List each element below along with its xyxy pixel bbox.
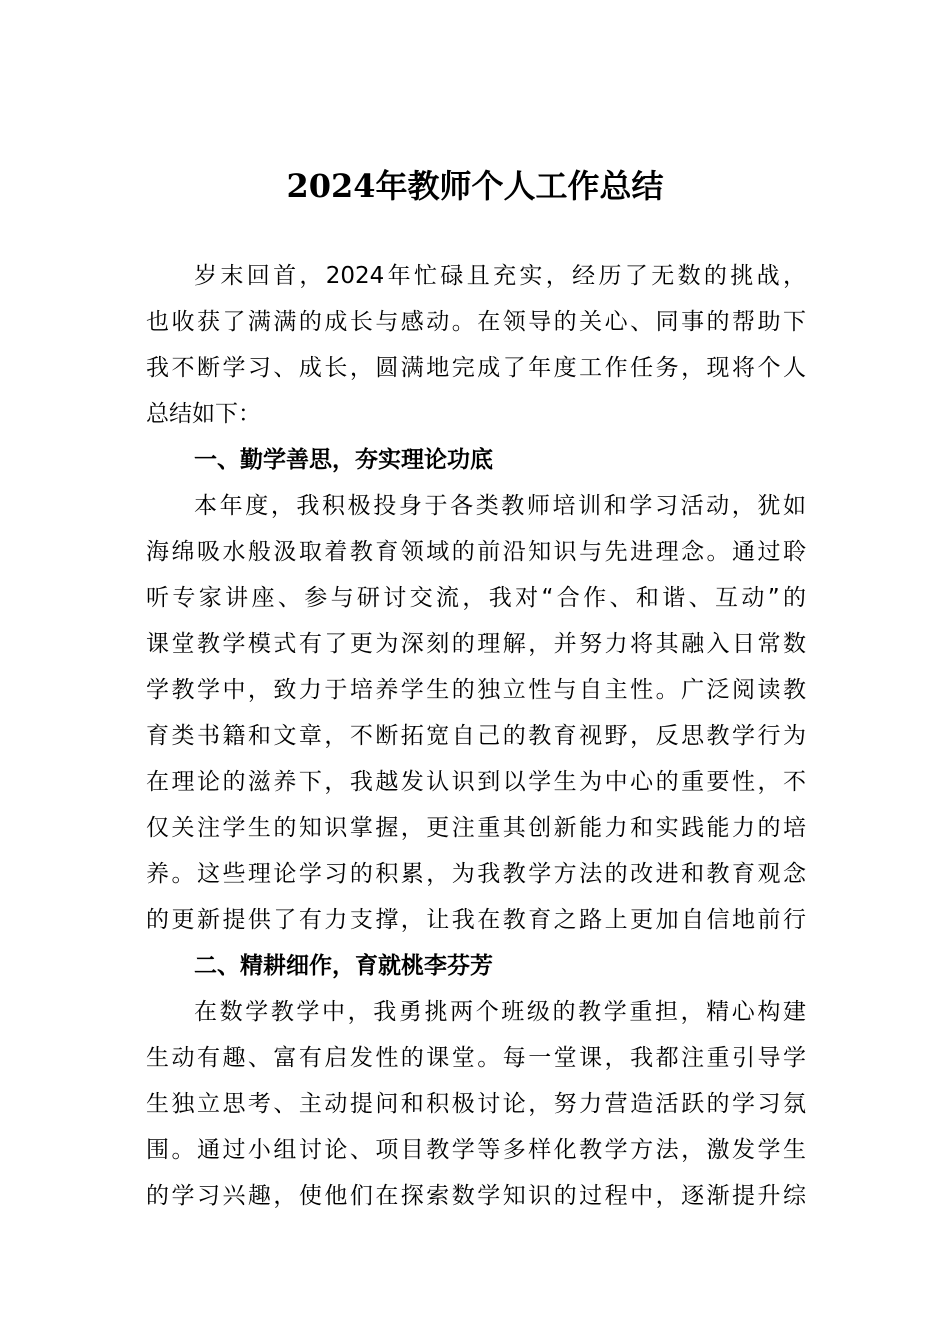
section-2-line: 在数学教学中，我勇挑两个班级的教学重担，精心构建 (194, 999, 806, 1025)
section-1-line: 海绵吸水般汲取着教育领域的前沿知识与先进理念。通过聆 (146, 539, 806, 565)
intro-line: 也收获了满满的成长与感动。在领导的关心、同事的帮助下 (146, 309, 806, 335)
section-2-line: 围。通过小组讨论、项目教学等多样化教学方法，激发学生 (146, 1137, 806, 1163)
section-1-line: 在理论的滋养下，我越发认识到以学生为中心的重要性，不 (146, 769, 806, 795)
section-2-line: 的学习兴趣，使他们在探索数学知识的过程中，逐渐提升综 (146, 1183, 806, 1209)
intro-line: 总结如下： (146, 401, 261, 427)
section-1-line: 养。这些理论学习的积累，为我教学方法的改进和教育观念 (146, 861, 806, 887)
section-2-line: 生动有趣、富有启发性的课堂。每一堂课，我都注重引导学 (146, 1045, 806, 1071)
section-1-heading: 一、勤学善思，夯实理论功底 (194, 447, 493, 473)
document-title: 2024年教师个人工作总结 (286, 167, 664, 205)
section-1-line: 本年度，我积极投身于各类教师培训和学习活动，犹如 (194, 493, 806, 519)
section-1-line: 课堂教学模式有了更为深刻的理解，并努力将其融入日常数 (146, 631, 806, 657)
section-1-line: 学教学中，致力于培养学生的独立性与自主性。广泛阅读教 (146, 677, 806, 703)
section-1-line: 育类书籍和文章，不断拓宽自己的教育视野，反思教学行为 (146, 723, 806, 749)
intro-line: 岁末回首，2024年忙碌且充实，经历了无数的挑战， (194, 263, 806, 289)
document-body (146, 253, 806, 1219)
section-2-heading: 二、精耕细作，育就桃李芬芳 (194, 953, 493, 979)
intro-line: 我不断学习、成长，圆满地完成了年度工作任务，现将个人 (146, 355, 806, 381)
section-2-line: 生独立思考、主动提问和积极讨论，努力营造活跃的学习氛 (146, 1091, 806, 1117)
section-1-line: 听专家讲座、参与研讨交流，我对“合作、和谐、互动”的 (146, 585, 806, 611)
section-1-line: 仅关注学生的知识掌握，更注重其创新能力和实践能力的培 (146, 815, 806, 841)
section-1-line: 的更新提供了有力支撑，让我在教育之路上更加自信地前行 (146, 907, 806, 933)
